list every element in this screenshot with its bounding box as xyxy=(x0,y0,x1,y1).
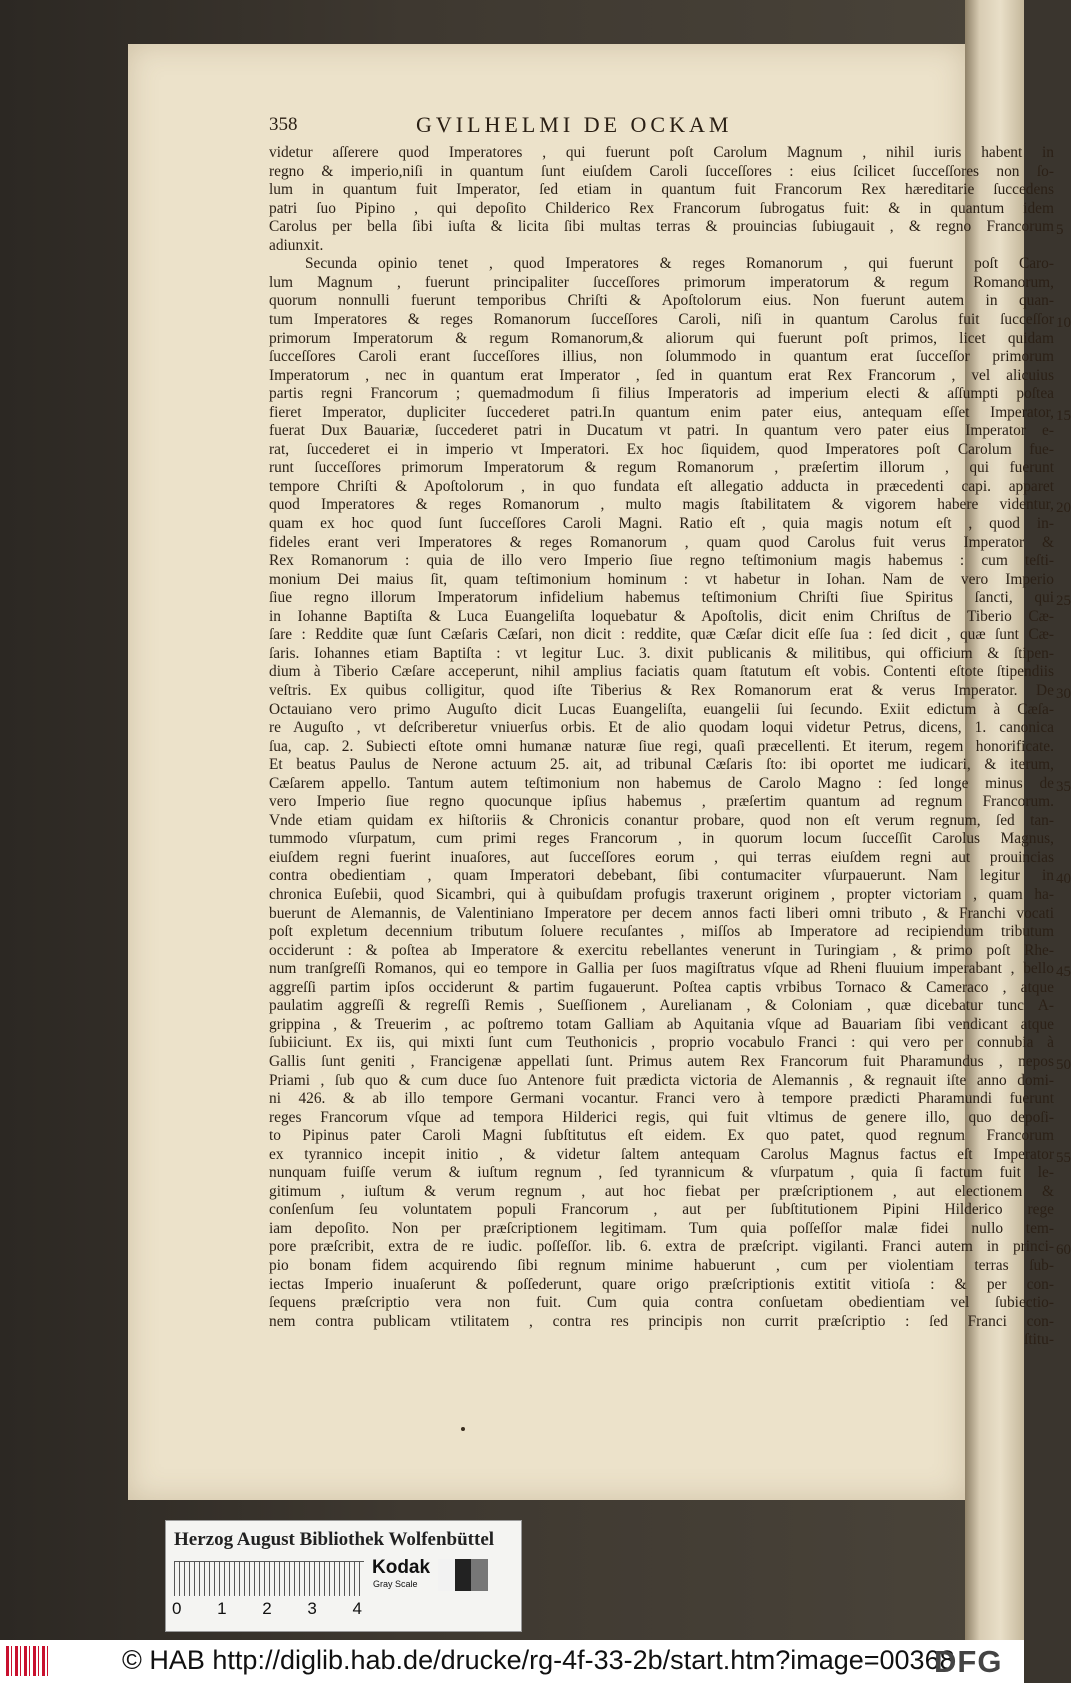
text-line: chronica Euſebii, quod Sicambri, qui à quibuſdam profugis traxerunt originem , propter victoriam , quam ha- xyxy=(269,886,1054,903)
text-line: ſaris. Iohannes etiam Baptiſta : vt legitur Luc. 3. dixit publicanis & militibus, qui officium & ſtipen- xyxy=(269,644,1054,662)
text-line: partis regni Francorum ; quemadmodum ſi filius Imperatoris ad imperium electi & aſſumpti poſtea xyxy=(269,385,1054,403)
text-line: lum in quantum fuit Imperator, ſed etiam in quantum fuit Francorum Rex hæreditarie ſuccedens xyxy=(269,181,1054,199)
scale-ruler xyxy=(174,1561,364,1596)
text-line: pore præſcribit, extra de re iudic. poſſeſſor. lib. 6. extra de præſcript. vigilanti. Franci autem in princi- xyxy=(269,1238,1054,1256)
gray-scale-caption: Gray Scale xyxy=(373,1579,418,1589)
text-line: gitimum , iuſtum & verum regnum , aut hoc fiebat per præſcriptionem , aut electionem & xyxy=(269,1182,1054,1200)
text-line: reges Francorum vſque ad tempora Hilderici regis, qui fuit vltimus de genere illo, quo depoſi- xyxy=(269,1108,1054,1126)
ruler-number: 3 xyxy=(307,1599,317,1618)
text-line: in Iohanne Baptiſta & Luca Euangeliſta loquebatur & Apoſtolis, dicit enim Chriſtus de Tiberio Cæ- xyxy=(269,607,1054,625)
text-line: ſequens præſcriptio vera non fuit. Cum quia contra conſuetam obedientiam vel ſubiectio- xyxy=(269,1294,1054,1312)
margin-line-number: 40 xyxy=(1056,871,1071,888)
margin-line-number: 10 xyxy=(1056,314,1071,331)
margin-line-number: 15 xyxy=(1056,407,1071,424)
text-line: tum Imperatores & reges Romanorum ſucceſſores Caroli, niſi in quantum Carolus fuit ſucceſſor xyxy=(269,310,1054,328)
margin-line-number: 45 xyxy=(1056,964,1071,981)
text-line: occiderunt : & poſtea ab Imperatore & exercitu rebellantes venerunt in Turingiam , & primo poſt Rhe- xyxy=(269,941,1054,959)
text-line: eiuſdem regni fuerint inuaſores, aut ſucceſſores eorum , qui terras eiuſdem regni aut prouincias xyxy=(269,848,1054,866)
text-line: ſubiiciunt. Ex iis, qui mixti ſunt cum Teuthonicis , proprio vocabulo Franci : qui vero per connubia à xyxy=(269,1034,1054,1052)
gray-scale-patches xyxy=(438,1559,488,1591)
kodak-logo: Kodak xyxy=(372,1557,431,1578)
margin-line-number: 50 xyxy=(1056,1056,1071,1073)
text-line: runt ſucceſſores primorum Imperatorum & regum Romanorum , præſertim illorum , qui fuerunt xyxy=(269,459,1054,477)
text-line: fuerat Dux Bauariæ, ſuccederet patri in Ducatum vt patri. In quantum vero pater eius Imperator e- xyxy=(269,422,1054,440)
ruler-number: 0 xyxy=(172,1599,182,1618)
text-line: Cæſarem appello. Tantum autem teſtimonium non habemus de Carolo Magno : ſed longe minus de xyxy=(269,774,1054,792)
text-line: adiunxit. xyxy=(269,236,324,254)
running-title: GVILHELMI DE OCKAM xyxy=(416,112,733,137)
ruler-number: 1 xyxy=(217,1599,227,1618)
text-line: poſt expletum decennium tributum ſoluere recuſantes , miſſos ab Imperatore ad recipiendum tributum xyxy=(269,923,1054,941)
book-page xyxy=(128,44,1071,1500)
text-line: ſua, cap. 2. Subiecti eſtote omni humanæ naturæ ſiue regi, quaſi præcellenti. Et iterum, regem honorificate. xyxy=(269,737,1054,755)
dfg-logo: DFG xyxy=(934,1644,1003,1679)
text-line: Et beatus Paulus de Nerone actuum 25. ait, ad tribunal Cæſaris ſto: ibi oportet me iudicari, & iterum, xyxy=(269,756,1054,774)
text-line: to Pipinus pater Caroli Magni ſubſtitutus eſt eidem. Ex quo patet, quod regnum Francorum xyxy=(269,1127,1054,1145)
text-line: conſenſum ſeu voluntatem populi Francorum , aut per ſubſtitutionem Pipini Hilderico rege xyxy=(269,1201,1054,1219)
text-line: Octauiano vero primo Auguſto dicit Lucas Euangeliſta, euangelii ſui ſecundo. Exiit edictum à Cæſa- xyxy=(269,700,1054,718)
text-line: videtur aſſerere quod Imperatores , qui fuerunt poſt Carolum Magnum , nihil iuris habent in xyxy=(269,144,1054,161)
margin-line-number: 55 xyxy=(1056,1149,1071,1166)
text-line: lum Magnum , fuerunt principaliter ſucceſſores primorum imperatorum & regum Romanorum, xyxy=(269,273,1054,291)
text-line: nem contra publicam vtilitatem , contra res principis non currit præſcriptio : ſed Franci con- xyxy=(269,1312,1054,1330)
text-line: num tranſgreſſi Romanos, qui eo tempore in Gallia per ſuos magiſtratus vſque ad Rheni fluuium imperabant , bello xyxy=(269,960,1054,978)
text-line: veſtris. Ex quibus colligitur, quod iſte Tiberius & Rex Romanorum erat & verus Imperator. De xyxy=(269,681,1054,699)
text-line: primorum Imperatorum & regum Romanorum,& aliorum qui fuerunt poſt primos, licet quidam xyxy=(269,329,1054,347)
text-line: vero Imperio ſiue regno quocunque ipſius habemus , præſertim quantum ad regnum Francorum. xyxy=(269,793,1054,811)
text-line: Gallis ſunt geniti , Francigenæ appellati ſunt. Primus autem Rex Francorum fuit Pharamundus , nepos xyxy=(269,1052,1054,1070)
text-line: nunquam fuiſſe verum & iuſtum regnum , ſed tyrannicum & vſurpatum , quia ſi factum fuit le- xyxy=(269,1164,1054,1182)
text-line: re Auguſto , vt deſcriberetur vniuerſus orbis. Et de alio quodam loqui videtur Petrus, dicens, 1. canonica xyxy=(269,719,1054,737)
text-line: dium à Tiberio Cæſare acceperunt, nihil amplius faciatis quam ſtatutum eſt vobis. Contenti eſtote ſtipendiis xyxy=(269,663,1054,681)
text-line: buerunt de Alemannis, de Valentiniano Imperatore per decem annos facti liberi omni tributo , & Franchi vocati xyxy=(269,904,1054,922)
text-line: tempore Chriſti & Apoſtolorum , in quo fundata eſt allegatio adducta in præcedenti capi. apparet xyxy=(269,477,1054,495)
margin-line-number: 30 xyxy=(1056,685,1071,702)
text-line: quam ex hoc quod ſunt ſucceſſores Caroli Magni. Ratio eſt , quia magis notum eſt , quod in- xyxy=(269,515,1054,532)
text-line: Vnde etiam quidam ex hiſtoriis & Chronicis conantur probare, quod non eſt verum regnum, ſed tan- xyxy=(269,811,1054,829)
margin-line-number: 20 xyxy=(1056,500,1071,517)
text-line: Carolus per bella ſibi iuſta & licita ſibi multas terras & prouincias ſubiugauit , & regno Francorum xyxy=(269,218,1054,236)
text-line: iectas Imperio inuaſerunt & poſſederunt, quare origo præſcriptionis extitit vitioſa : & per con- xyxy=(269,1275,1054,1293)
text-line: ex tyrannico incepit initio , & videtur ſaltem antequam Carolus Magnus factus eſt Imperator xyxy=(269,1145,1054,1163)
text-line: patri ſuo Pipino , qui depoſito Childerico Rex Francorum ſubrogatus fuit: & in quantum idem xyxy=(269,199,1054,217)
text-line: monium Dei maius ſit, quam teſtimonium hominum : vt habetur in Iohan. Nam de vero Imperio xyxy=(269,570,1054,588)
margin-line-number: 5 xyxy=(1056,222,1064,239)
text-line: Priami , ſub quo & cum duce ſuo Antenore fuit prædicta victoria de Alemannis , & regnauit iſte anno domi- xyxy=(269,1071,1054,1089)
text-line: aggreſſi partim ipſos occiderunt & partim fugauerunt. Poſtea captis vrbibus Tornaco & Cameraco , atque xyxy=(269,978,1054,996)
margin-line-number: 25 xyxy=(1056,593,1071,610)
text-line: ſtitu- xyxy=(1024,1331,1054,1349)
text-line: fieret Imperator, dupliciter ſuccederet patri.In quantum enim pater eius, antequam eſſet Imperator, xyxy=(269,403,1054,421)
text-line: ſucceſſores Caroli erant ſucceſſores illius, non ſolummodo in quantum erat ſucceſſor primorum xyxy=(269,348,1054,366)
margin-line-number: 35 xyxy=(1056,778,1071,795)
text-line: fideles erant veri Imperatores & reges Romanorum , quam quod Carolus fuit verus Imperator & xyxy=(269,533,1054,551)
library-name: Herzog August Bibliothek Wolfenbüttel xyxy=(174,1529,495,1550)
ruler-numbers xyxy=(172,1599,362,1619)
text-line: Rex Romanorum : quia de illo vero Imperio ſiue regno teſtimonium magis habemus : cum teſti- xyxy=(269,552,1054,570)
text-line: ni 426. & ab illo tempore Germani vocantur. Franci vero à tempore prædicti Pharamundi fuerunt xyxy=(269,1090,1054,1108)
text-line: quorum nonnulli fuerunt temporibus Chriſti & Apoſtolorum eius. Non fuerunt autem in quan- xyxy=(269,292,1054,310)
ink-speck xyxy=(461,1427,465,1431)
page-number: 358 xyxy=(269,114,298,135)
text-line: contra obedientiam , quam Imperatori debebant, ſibi contumaciter vſurpauerunt. Nam legitur in xyxy=(269,867,1054,885)
text-line: regno & imperio,niſi in quantum ſunt eiuſdem Caroli ſucceſſores : eius ſcilicet ſucceſſores non ſo- xyxy=(269,162,1054,180)
text-line: quod Imperatores & reges Romanorum , multo magis ſtabilitatem & vigorem habere videntur, xyxy=(269,496,1054,514)
library-label-card xyxy=(165,1520,522,1632)
ruler-number: 4 xyxy=(352,1599,362,1618)
text-line: rat, ſuccederet ei in imperio vt Imperatori. Ex hoc ſiquidem, quod Imperatores poſt Carolum fue- xyxy=(269,440,1054,458)
text-line: Secunda opinio tenet , quod Imperatores & reges Romanorum , qui fuerunt poſt Caro- xyxy=(305,255,1054,273)
credit-link[interactable]: © HAB http://diglib.hab.de/drucke/rg-4f-33-2b/start.htm?image=00368 xyxy=(122,1645,955,1675)
text-line: tummodo vſurpatum, cum primi reges Francorum , in quorum locum ſucceſſit Carolus Magnus, xyxy=(269,830,1054,848)
text-line: paulatim aggreſſi & regreſſi Remis , Sueſſionem , Aurelianam , & Coloniam , quæ dicebatur tunc A- xyxy=(269,997,1054,1015)
text-line: grippina , & Treuerim , ac poſtremo totam Galliam ab Aquitania vſque ad Bauariam ſibi vendicant atque xyxy=(269,1015,1054,1033)
barcode-icon xyxy=(6,1646,48,1676)
text-line: pio bonam fidem acquirendo ſibi regnum minime habuerunt , cum per violentiam terras ſub- xyxy=(269,1257,1054,1274)
text-line: ſiue regno illorum Imperatorum infidelium habemus teſtimonium Chriſti ſiue Spiritus ſancti, qui xyxy=(269,589,1054,607)
text-line: iam depoſito. Non per præſcriptionem legitimam. Tum quia poſſeſſor malæ fidei nullo tem- xyxy=(269,1219,1054,1237)
ruler-number: 2 xyxy=(262,1599,272,1618)
margin-line-number: 60 xyxy=(1056,1242,1071,1259)
text-line: Imperatorum , nec in quantum erat Imperator , ſed in quantum erat Rex Francorum , vel alicuius xyxy=(269,366,1054,384)
text-line: ſare : Reddite quæ ſunt Cæſaris Cæſari, non dicit : reddite, quæ Cæſar dicit eſſe ſua : ſed dicit , quæ ſunt Cæ- xyxy=(269,626,1054,644)
